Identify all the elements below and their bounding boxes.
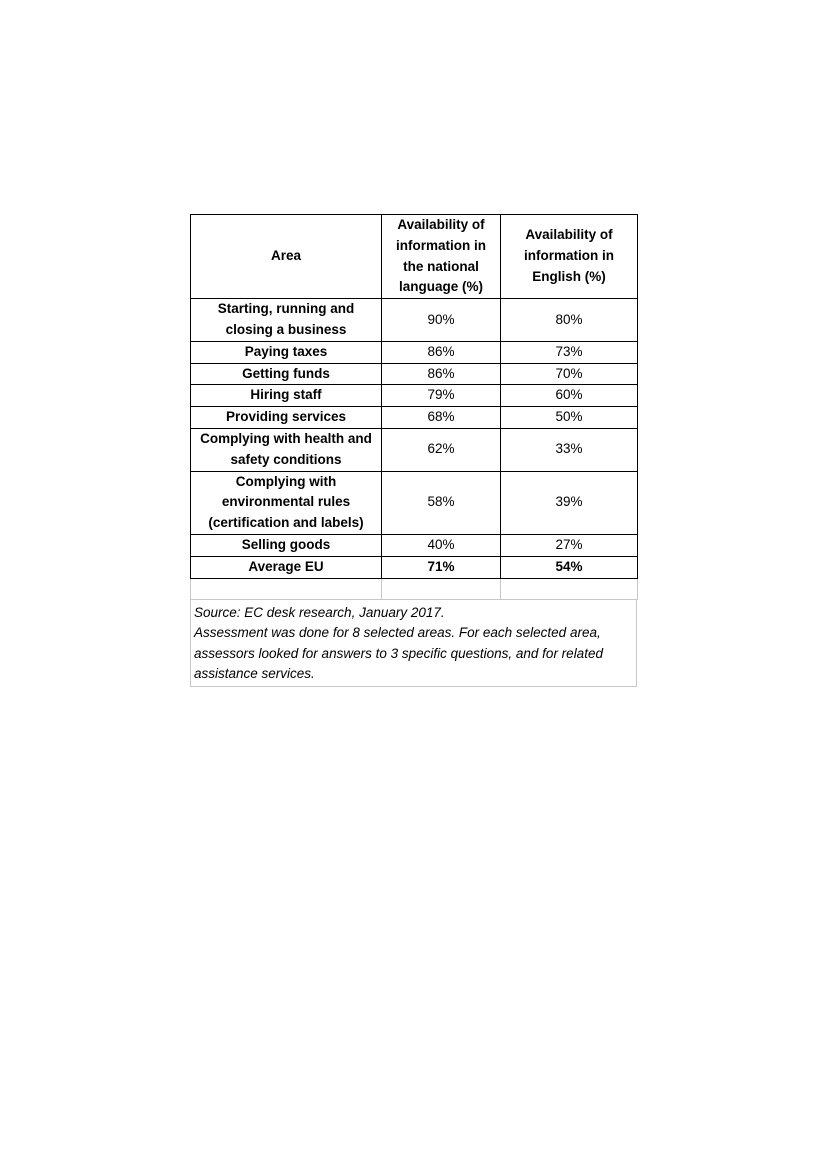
- table-notes: [190, 600, 637, 687]
- table-row: [191, 428, 638, 471]
- assessment-note: Assessment was done for 8 selected areas. For each selected area, assessors looked for answers to 3 specific questions, and for related assistance services.: [194, 625, 603, 682]
- area-cell: Providing services: [191, 407, 382, 429]
- area-cell: Complying with environmental rules (certification and labels): [191, 471, 382, 534]
- table-row: [191, 385, 638, 407]
- national-value-cell: 58%: [382, 471, 501, 534]
- table-row: [191, 407, 638, 429]
- header-english: Availability of information in English (%): [501, 215, 638, 299]
- english-value-cell: 50%: [501, 407, 638, 429]
- national-value-cell: 79%: [382, 385, 501, 407]
- header-area: Area: [191, 215, 382, 299]
- average-label-cell: Average EU: [191, 556, 382, 578]
- english-value-cell: 80%: [501, 299, 638, 342]
- national-value-cell: 40%: [382, 534, 501, 556]
- blank-cell: [501, 578, 638, 599]
- table-row: [191, 341, 638, 363]
- english-value-cell: 60%: [501, 385, 638, 407]
- table-header-row: [191, 215, 638, 299]
- national-value-cell: 86%: [382, 363, 501, 385]
- area-cell: Getting funds: [191, 363, 382, 385]
- table-row: [191, 534, 638, 556]
- header-national-language: Availability of information in the national language (%): [382, 215, 501, 299]
- national-value-cell: 62%: [382, 428, 501, 471]
- source-note: Source: EC desk research, January 2017.: [194, 604, 445, 620]
- english-value-cell: 73%: [501, 341, 638, 363]
- availability-table: [190, 214, 638, 600]
- average-row: [191, 556, 638, 578]
- area-cell: Starting, running and closing a business: [191, 299, 382, 342]
- national-value-cell: 90%: [382, 299, 501, 342]
- blank-cell: [382, 578, 501, 599]
- area-cell: Hiring staff: [191, 385, 382, 407]
- english-value-cell: 70%: [501, 363, 638, 385]
- table-row: [191, 299, 638, 342]
- availability-table-container: [190, 214, 637, 687]
- table-row: [191, 471, 638, 534]
- average-national-cell: 71%: [382, 556, 501, 578]
- area-cell: Complying with health and safety conditions: [191, 428, 382, 471]
- blank-cell: [191, 578, 382, 599]
- area-cell: Paying taxes: [191, 341, 382, 363]
- national-value-cell: 86%: [382, 341, 501, 363]
- blank-row: [191, 578, 638, 599]
- english-value-cell: 27%: [501, 534, 638, 556]
- table-row: [191, 363, 638, 385]
- average-english-cell: 54%: [501, 556, 638, 578]
- english-value-cell: 39%: [501, 471, 638, 534]
- english-value-cell: 33%: [501, 428, 638, 471]
- national-value-cell: 68%: [382, 407, 501, 429]
- area-cell: Selling goods: [191, 534, 382, 556]
